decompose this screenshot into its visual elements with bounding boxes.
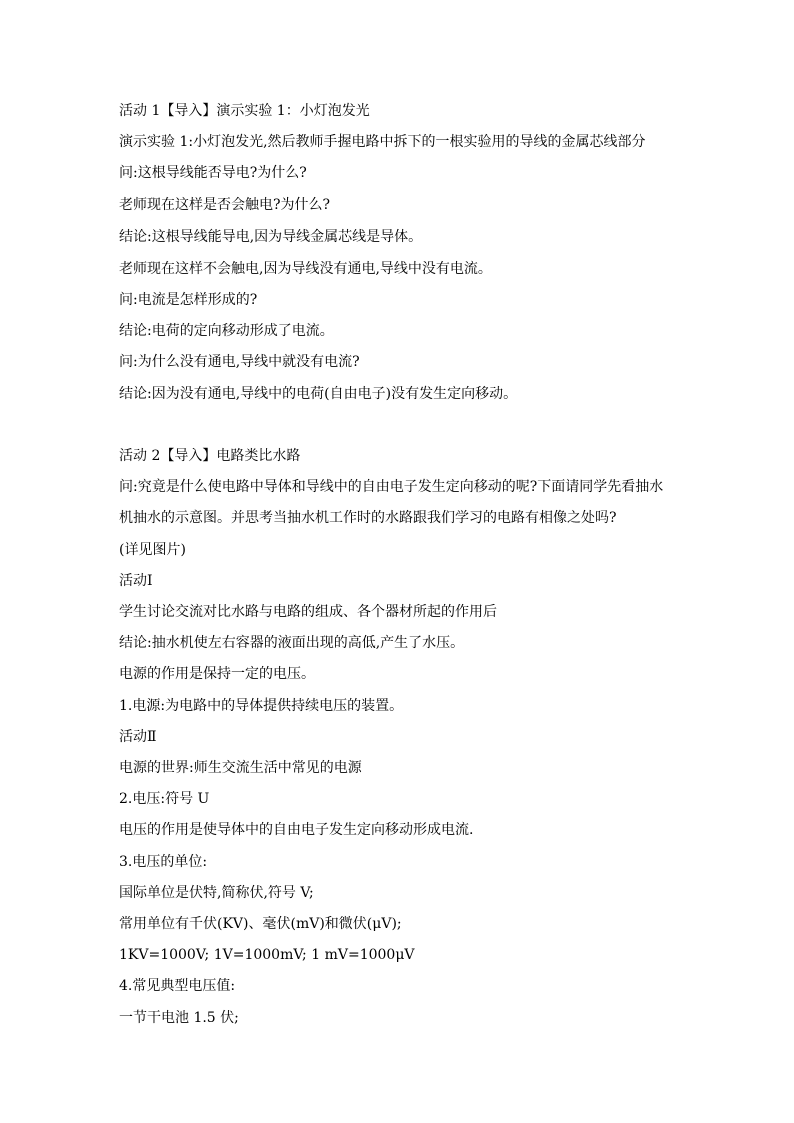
- paragraph-line: 演示实验 1:小灯泡发光,然后教师手握电路中拆下的一根实验用的导线的金属芯线部分: [119, 134, 646, 150]
- paragraph-line: 1.电源:为电路中的导体提供持续电压的装置。: [119, 698, 404, 714]
- paragraph-line: 活动Ⅰ: [119, 573, 153, 589]
- paragraph-line: 问:电流是怎样形成的?: [119, 292, 258, 308]
- paragraph-line: 1KV=1000V; 1V=1000mV; 1 mV=1000μV: [119, 947, 415, 963]
- paragraph-line: 国际单位是伏特,简称伏,符号 V;: [119, 885, 314, 901]
- paragraph-line: 活动Ⅱ: [119, 729, 157, 745]
- paragraph-line: 2.电压:符号 U: [119, 791, 210, 807]
- paragraph-line: 3.电压的单位:: [119, 854, 208, 870]
- paragraph-line: 结论:因为没有通电,导线中的电荷(自由电子)没有发生定向移动。: [119, 386, 518, 402]
- paragraph-line: 4.常见典型电压值:: [119, 978, 236, 994]
- paragraph-line: (详见图片): [119, 542, 186, 558]
- paragraph-line: 一节干电池 1.5 伏;: [119, 1010, 239, 1026]
- paragraph-line: 电压的作用是使导体中的自由电子发生定向移动形成电流.: [119, 822, 474, 838]
- paragraph-line: 学生讨论交流对比水路与电路的组成、各个器材所起的作用后: [119, 604, 497, 620]
- paragraph-line: 老师现在这样是否会触电?为什么?: [119, 197, 331, 213]
- paragraph-line: 结论:电荷的定向移动形成了电流。: [119, 323, 334, 339]
- paragraph-line: 结论:这根导线能导电,因为导线金属芯线是导体。: [119, 229, 423, 245]
- paragraph-line: 电源的世界:师生交流生活中常见的电源: [119, 760, 362, 776]
- paragraph-line: 问:为什么没有通电,导线中就没有电流?: [119, 354, 360, 370]
- paragraph-line: 结论:抽水机使左右容器的液面出现的高低,产生了水压。: [119, 635, 465, 651]
- paragraph-line: 问:究竟是什么使电路中导体和导线中的自由电子发生定向移动的呢?下面请同学先看抽水: [119, 479, 664, 495]
- section1-heading: 活动 1【导入】演示实验 1：小灯泡发光: [119, 103, 370, 119]
- paragraph-line: 问:这根导线能否导电?为什么?: [119, 165, 307, 181]
- paragraph-line: 常用单位有千伏(KV)、毫伏(mV)和微伏(μV);: [119, 916, 402, 932]
- paragraph-line: 电源的作用是保持一定的电压。: [119, 666, 315, 682]
- paragraph-line: 机抽水的示意图。并思考当抽水机工作时的水路跟我们学习的电路有相像之处吗?: [119, 510, 617, 526]
- section2-heading: 活动 2【导入】电路类比水路: [119, 448, 301, 464]
- paragraph-line: 老师现在这样不会触电,因为导线没有通电,导线中没有电流。: [119, 261, 492, 277]
